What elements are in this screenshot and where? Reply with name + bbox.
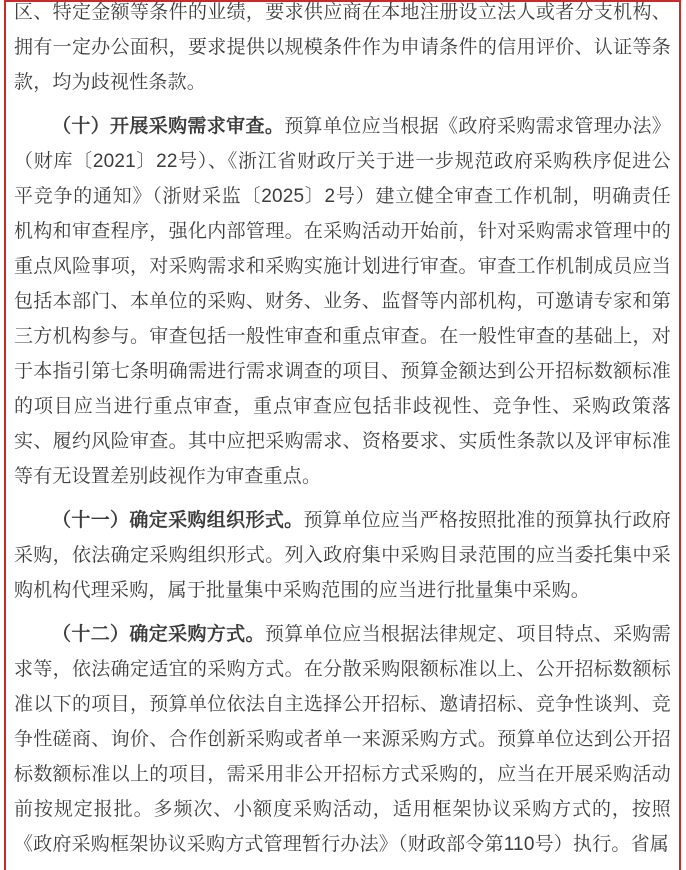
paragraph-body: 预算单位应当严格按照批准的预算执行政府采购，依法确定采购组织形式。列入政府集中采购目录范围的应当委托集中采购机构代理采购，属于批量集中采购范围的应当进行批量集中采购。 <box>14 510 671 601</box>
paragraph-clause-11 <box>14 503 671 608</box>
clause-11-heading: （十一）确定采购组织形式。 <box>52 510 304 531</box>
clause-10-heading: （十）开展采购需求审查。 <box>52 116 285 137</box>
document-page <box>4 0 681 870</box>
paragraph-clause-10 <box>14 109 671 494</box>
paragraph-body: 预算单位应当根据《政府采购需求管理办法》（财库〔2021〕22号）、《浙江省财政厅关于进一步规范政府采购秩序促进公平竞争的通知》（浙财采监〔2025〕2号）建立健全审查工作机制，明确责任机构和审查程序，强化内部管理。在采购活动开始前，针对采购需求管理中的重点风险事项，对采购需求和采购实施计划进行审查。审查工作机制成员应当包括本部门、本单位的采购、财务、业务、监督等内部机构，可邀请专家和第三方机构参与。审查包括一般性审查和重点审查。在一般性审查的基础上，对于本指引第七条明确需进行需求调查的项目、预算金额达到公开招标数额标准的项目应当进行重点审查，重点审查应包括非歧视性、竞争性、采购政策落实、履约风险审查。其中应把采购需求、资格要求、实质性条款以及评审标准等有无设置差别歧视作为审查重点。 <box>14 116 671 487</box>
clause-12-heading: （十二）确定采购方式。 <box>52 624 265 645</box>
paragraph-clause-12 <box>14 617 671 862</box>
paragraph-body: 预算单位应当根据法律规定、项目特点、采购需求等，依法确定适宜的采购方式。在分散采购限额标准以上、公开招标数额标准以下的项目，预算单位依法自主选择公开招标、邀请招标、竞争性谈判、竞争性磋商、询价、合作创新采购或者单一来源采购方式。预算单位达到公开招标数额标准以上的项目，需采用非公开招标方式采购的，应当在开展采购活动前按规定报批。多频次、小额度采购活动，适用框架协议采购方式的，按照《政府采购框架协议采购方式管理暂行办法》（财政部令第110号）执行。省属 <box>14 624 672 855</box>
paragraph-continuation <box>14 0 671 100</box>
paragraph-body: 区、特定金额等条件的业绩，要求供应商在本地注册设立法人或者分支机构、拥有一定办公面积，要求提供以规模条件作为申请条件的信用评价、认证等条款，均为歧视性条款。 <box>14 2 671 93</box>
